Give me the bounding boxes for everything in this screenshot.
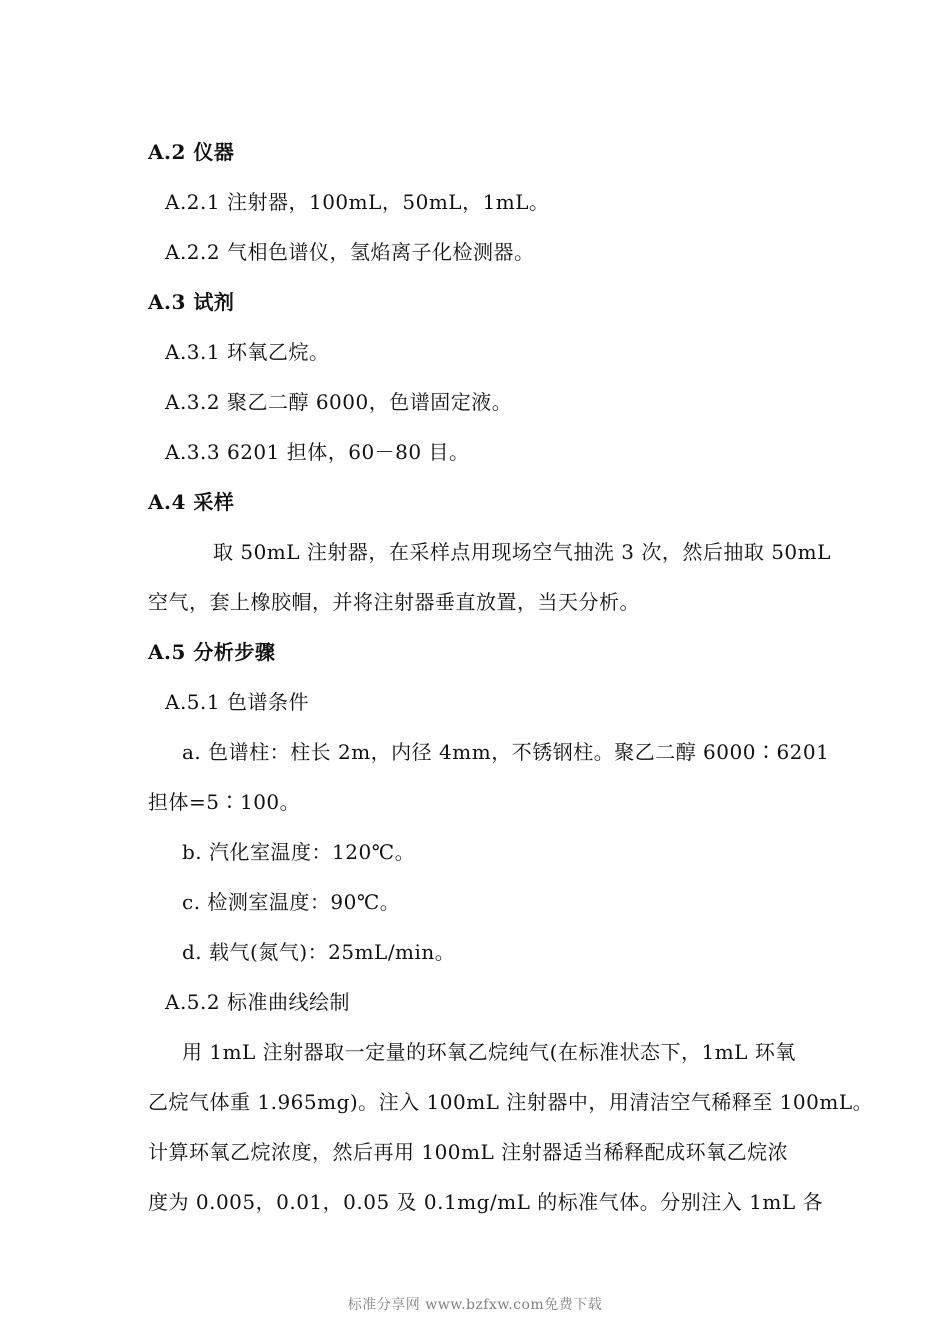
item-a5-1-d: d. 载气(氮气)：25mL/min。 — [182, 940, 456, 964]
paragraph-a5-2-line3: 计算环氧乙烷浓度，然后再用 100mL 注射器适当稀释配成环氧乙烷浓 — [148, 1140, 789, 1164]
item-a5-1-a-line1: a. 色谱柱：柱长 2m，内径 4mm，不锈钢柱。聚乙二醇 6000∶6201 — [182, 740, 830, 764]
section-heading-a5: A.5 分析步骤 — [148, 640, 276, 664]
item-a3-2: A.3.2 聚乙二醇 6000，色谱固定液。 — [165, 390, 513, 414]
section-heading-a3: A.3 试剂 — [148, 290, 235, 314]
item-a5-1-c: c. 检测室温度：90℃。 — [182, 890, 401, 914]
item-a3-1: A.3.1 环氧乙烷。 — [165, 340, 330, 364]
item-a5-1: A.5.1 色谱条件 — [165, 690, 309, 714]
section-heading-a4: A.4 采样 — [148, 490, 235, 514]
paragraph-a5-2-line4: 度为 0.005，0.01，0.05 及 0.1mg/mL 的标准气体。分别注入 1mL 各 — [148, 1190, 823, 1214]
paragraph-a4-line2: 空气，套上橡胶帽，并将注射器垂直放置，当天分析。 — [148, 590, 640, 614]
item-a3-3: A.3.3 6201 担体，60－80 目。 — [165, 440, 470, 464]
paragraph-a5-2-line2: 乙烷气体重 1.965mg)。注入 100mL 注射器中，用清洁空气稀释至 100mL。 — [148, 1090, 874, 1114]
item-a5-1-b: b. 汽化室温度：120℃。 — [182, 840, 416, 864]
paragraph-a5-2-line1: 用 1mL 注射器取一定量的环氧乙烷纯气(在标准状态下，1mL 环氧 — [182, 1040, 796, 1064]
paragraph-a4-line1: 取 50mL 注射器，在采样点用现场空气抽洗 3 次，然后抽取 50mL — [213, 540, 831, 564]
item-a2-2: A.2.2 气相色谱仪，氢焰离子化检测器。 — [165, 240, 535, 264]
item-a5-1-a-line2: 担体=5∶100。 — [148, 790, 301, 814]
item-a5-2: A.5.2 标准曲线绘制 — [165, 990, 350, 1014]
footer-watermark: 标准分享网 www.bzfxw.com免费下载 — [347, 1297, 603, 1313]
item-a2-1: A.2.1 注射器，100mL，50mL，1mL。 — [165, 190, 550, 214]
section-heading-a2: A.2 仪器 — [148, 140, 235, 164]
